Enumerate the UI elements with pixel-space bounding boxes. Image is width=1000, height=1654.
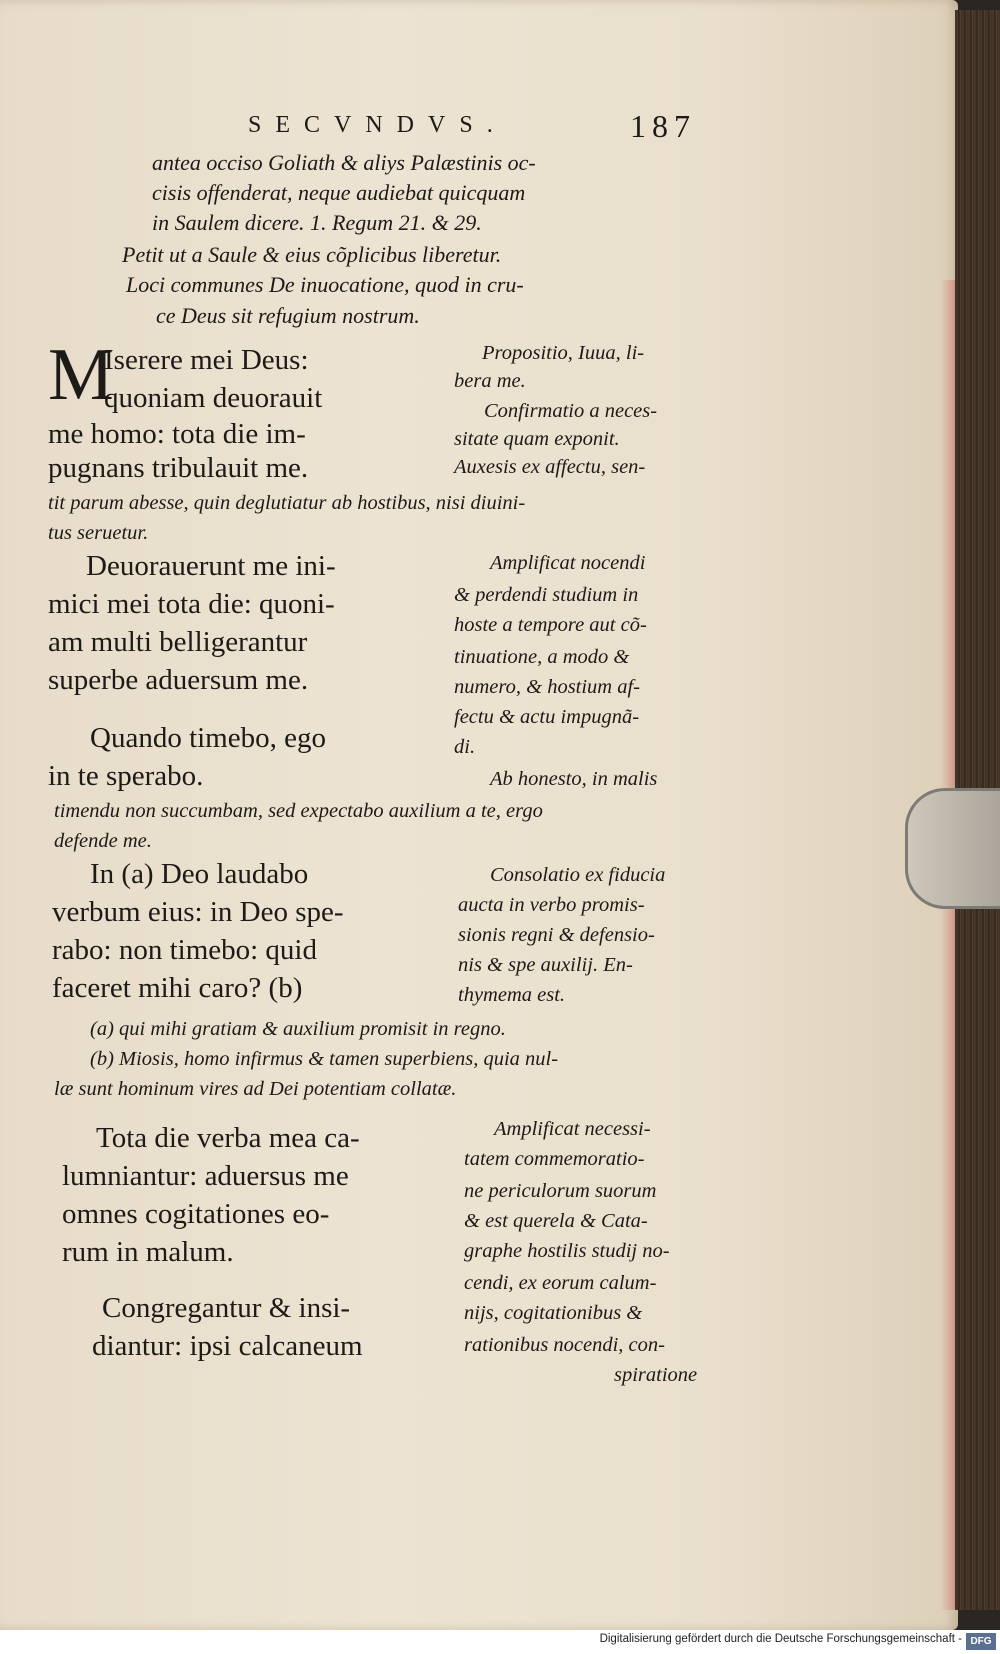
marginal-gloss: di. — [454, 736, 476, 758]
verse-line: Quando timebo, ego — [90, 722, 326, 754]
marginal-gloss: tinuatione, a modo & — [454, 646, 630, 668]
verse-line: Tota die verba mea ca- — [96, 1122, 360, 1154]
verse-line: quoniam deuorauit — [104, 382, 323, 414]
marginal-gloss: Amplificat necessi- — [494, 1118, 651, 1140]
verse-line: lumniantur: aduersus me — [62, 1160, 349, 1192]
argument-line: in Saulem dicere. 1. Regum 21. & 29. — [152, 210, 482, 235]
marginal-gloss: Ab honesto, in malis — [490, 768, 658, 790]
argument-line: antea occiso Goliath & aliys Palæstinis oc- — [152, 150, 536, 175]
gloss-continuation: tit parum abesse, quin deglutiatur ab hostibus, nisi diuini- — [48, 492, 526, 514]
book-clasp — [905, 788, 1000, 909]
verse-line: in te sperabo. — [48, 760, 204, 792]
marginal-gloss: hoste a tempore aut cõ- — [454, 614, 647, 636]
running-head: SECVNDVS. — [248, 112, 507, 138]
verse-line: diantur: ipsi calcaneum — [92, 1330, 363, 1362]
marginal-gloss: nis & spe auxilij. En- — [458, 954, 633, 976]
marginal-gloss: Propositio, Iuua, li- — [482, 342, 645, 364]
marginal-gloss: & est querela & Cata- — [464, 1210, 648, 1232]
argument-line: ce Deus sit refugium nostrum. — [156, 303, 420, 328]
footer-bar — [0, 1630, 1000, 1654]
verse-line: am multi belligerantur — [48, 626, 308, 658]
marginal-gloss: sionis regni & defensio- — [458, 924, 655, 946]
footnote: læ sunt hominum vires ad Dei potentiam collatæ. — [54, 1078, 457, 1100]
gloss-continuation: tus seruetur. — [48, 522, 149, 544]
footer-credit: Digitalisierung gefördert durch die Deutsche Forschungsgemeinschaft - — [599, 1633, 962, 1645]
marginal-gloss: & perdendi studium in — [454, 584, 639, 606]
argument-line: Petit ut a Saule & eius cõplicibus liberetur. — [122, 242, 502, 267]
verse-line: mici mei tota die: quoni- — [48, 588, 335, 620]
marginal-gloss: fectu & actu impugnã- — [454, 706, 640, 728]
marginal-gloss: ne periculorum suorum — [464, 1180, 657, 1202]
verse-line: In (a) Deo laudabo — [90, 858, 309, 890]
footnote: (b) Miosis, homo infirmus & tamen superbiens, quia nul- — [90, 1048, 559, 1070]
dfg-logo: DFG — [966, 1633, 996, 1650]
marginal-gloss: cendi, ex eorum calum- — [464, 1272, 657, 1294]
marginal-gloss: thymema est. — [458, 984, 566, 1006]
argument-line: Loci communes De inuocatione, quod in cru- — [126, 272, 524, 297]
argument-line: cisis offenderat, neque audiebat quicquam — [152, 180, 526, 205]
marginal-gloss: numero, & hostium af- — [454, 676, 641, 698]
verse-line: me homo: tota die im- — [48, 418, 306, 450]
marginal-gloss: sitate quam exponit. — [454, 428, 620, 450]
catchword: spiratione — [614, 1364, 698, 1386]
marginal-gloss: Consolatio ex fiducia — [490, 864, 666, 886]
verse-line: faceret mihi caro? (b) — [52, 972, 303, 1004]
page-number: 187 — [630, 108, 696, 144]
marginal-gloss: Confirmatio a neces- — [484, 400, 658, 422]
marginal-gloss: bera me. — [454, 370, 526, 392]
verse-line: superbe aduersum me. — [48, 664, 309, 696]
verse-line: rabo: non timebo: quid — [52, 934, 317, 966]
marginal-gloss: rationibus nocendi, con- — [464, 1334, 665, 1356]
verse-line: pugnans tribulauit me. — [48, 452, 309, 484]
verse-line: verbum eius: in Deo spe- — [52, 896, 344, 928]
marginal-gloss: Amplificat nocendi — [490, 552, 646, 574]
gloss-continuation: timendu non succumbam, sed expectabo auxilium a te, ergo — [54, 800, 543, 822]
footnote: (a) qui mihi gratiam & auxilium promisit in regno. — [90, 1018, 506, 1040]
verse-line: Iserere mei Deus: — [104, 344, 309, 376]
marginal-gloss: Auxesis ex affectu, sen- — [454, 456, 646, 478]
marginal-gloss: nijs, cogitationibus & — [464, 1302, 643, 1324]
marginal-gloss: aucta in verbo promis- — [458, 894, 645, 916]
marginal-gloss: tatem commemoratio- — [464, 1148, 645, 1170]
verse-line: Congregantur & insi- — [102, 1292, 351, 1324]
verse-line: omnes cogitationes eo- — [62, 1198, 330, 1230]
verse-line: rum in malum. — [62, 1236, 234, 1268]
drop-cap: M — [48, 334, 114, 416]
marginal-gloss: graphe hostilis studij no- — [464, 1240, 670, 1262]
gloss-continuation: defende me. — [54, 830, 152, 852]
verse-line: Deuorauerunt me ini- — [86, 550, 336, 582]
